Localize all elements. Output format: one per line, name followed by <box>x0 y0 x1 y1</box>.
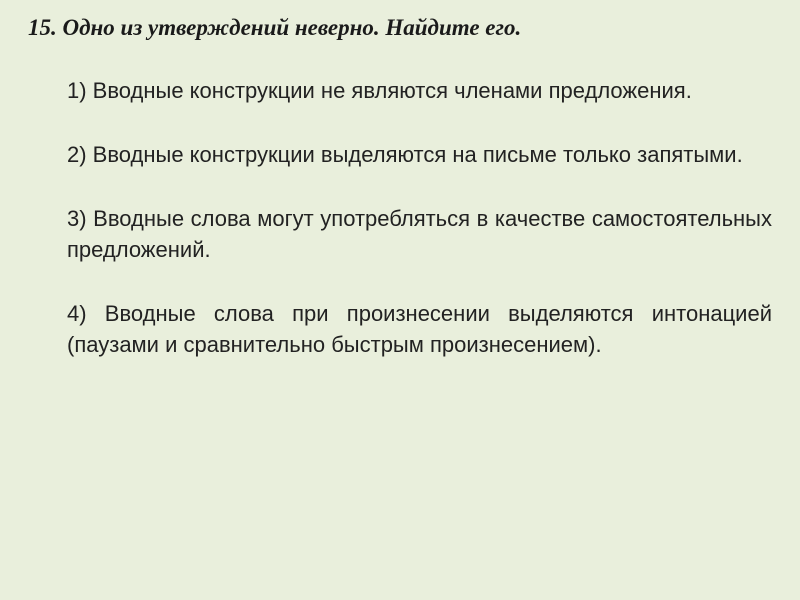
statement-item-2: 2) Вводные конструкции выделяются на письме только запятыми. <box>67 142 743 167</box>
statement-item-4: 4) Вводные слова при произнесении выделяются интонацией (паузами и сравнительно быстрым произнесением). <box>67 301 772 357</box>
statement-item-1: 1) Вводные конструкции не являются членами предложения. <box>67 78 692 103</box>
statement-item-3: 3) Вводные слова могут употребляться в качестве самостоятельных предложений. <box>67 206 772 262</box>
question-title: 15. Одно из утверждений неверно. Найдите его. <box>28 15 522 40</box>
statement-list <box>67 75 772 393</box>
